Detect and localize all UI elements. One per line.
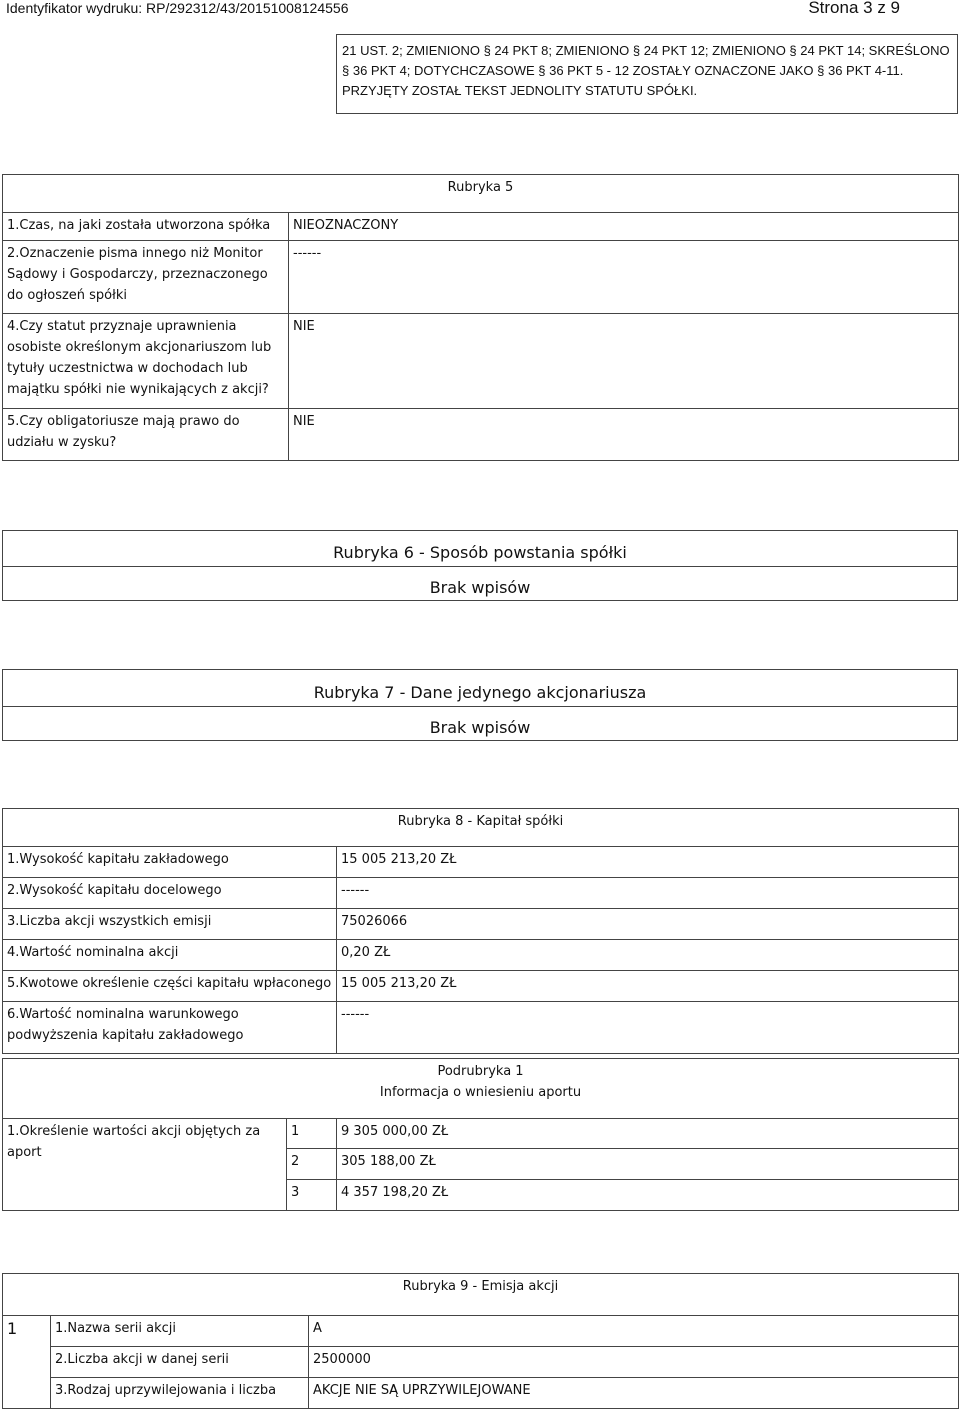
field-label: 1.Czas, na jaki została utworzona spółka bbox=[3, 213, 289, 241]
field-value: AKCJE NIE SĄ UPRZYWILEJOWANE bbox=[309, 1378, 959, 1409]
print-identifier: Identyfikator wydruku: RP/292312/43/20151008124556 bbox=[6, 0, 349, 16]
field-label: 3.Rodzaj uprzywilejowania i liczba bbox=[51, 1378, 309, 1409]
field-value: 75026066 bbox=[337, 909, 959, 940]
section-5-table bbox=[2, 174, 959, 461]
section-7-title: Rubryka 7 - Dane jedynego akcjonariusza bbox=[2, 669, 958, 707]
field-value: 15 005 213,20 ZŁ bbox=[337, 971, 959, 1002]
field-label: 5.Czy obligatoriusze mają prawo do udziału w zysku? bbox=[3, 409, 289, 461]
field-label: 2.Wysokość kapitału docelowego bbox=[3, 878, 337, 909]
field-label: 2.Liczba akcji w danej serii bbox=[51, 1347, 309, 1378]
field-label: 3.Liczba akcji wszystkich emisji bbox=[3, 909, 337, 940]
previous-section-text: 21 UST. 2; ZMIENIONO § 24 PKT 8; ZMIENIONO § 24 PKT 12; ZMIENIONO § 24 PKT 14; SKREŚLONO § 36 PKT 4; DOTYCHCZASOWE § 36 PKT 5 - 12 ZOSTAŁY OZNACZONE JAKO § 36 PKT 4-11. PRZYJĘTY ZOSTAŁ TEKST JEDNOLITY STATUTU SPÓŁKI. bbox=[336, 34, 958, 114]
section-6-title: Rubryka 6 - Sposób powstania spółki bbox=[2, 530, 958, 567]
section-8-table bbox=[2, 808, 959, 1054]
entry-number: 1 bbox=[3, 1316, 51, 1409]
subsection-1-table bbox=[2, 1058, 959, 1211]
item-value: 9 305 000,00 ZŁ bbox=[337, 1119, 959, 1149]
field-label: 1.Wysokość kapitału zakładowego bbox=[3, 847, 337, 878]
field-value: NIEOZNACZONY bbox=[289, 213, 959, 241]
section-9-title: Rubryka 9 - Emisja akcji bbox=[3, 1274, 959, 1316]
field-value: NIE bbox=[289, 409, 959, 461]
field-label: 1.Nazwa serii akcji bbox=[51, 1316, 309, 1347]
subsection-1-subheading: Informacja o wniesieniu aportu bbox=[379, 1085, 582, 1100]
item-value: 305 188,00 ZŁ bbox=[337, 1149, 959, 1180]
field-value: ------ bbox=[337, 878, 959, 909]
subsection-1-title bbox=[3, 1059, 959, 1119]
field-label: 2.Oznaczenie pisma innego niż Monitor Sądowy i Gospodarczy, przeznaczonego do ogłoszeń spółki bbox=[3, 241, 289, 314]
item-value: 4 357 198,20 ZŁ bbox=[337, 1180, 959, 1211]
item-number: 1 bbox=[287, 1119, 337, 1149]
section-6-empty: Brak wpisów bbox=[2, 566, 958, 601]
item-number: 3 bbox=[287, 1180, 337, 1211]
field-value: A bbox=[309, 1316, 959, 1347]
subsection-1-heading: Podrubryka 1 bbox=[437, 1064, 524, 1079]
item-number: 2 bbox=[287, 1149, 337, 1180]
field-label: 1.Określenie wartości akcji objętych za aport bbox=[3, 1119, 287, 1211]
field-label: 4.Czy statut przyznaje uprawnienia osobiste określonym akcjonariuszom lub tytuły uczestnictwa w dochodach lub majątku spółki nie wynikających z akcji? bbox=[3, 314, 289, 409]
field-value: NIE bbox=[289, 314, 959, 409]
field-value: 15 005 213,20 ZŁ bbox=[337, 847, 959, 878]
field-label: 5.Kwotowe określenie części kapitału wpłaconego bbox=[3, 971, 337, 1002]
section-8-title: Rubryka 8 - Kapitał spółki bbox=[3, 809, 959, 847]
field-label: 6.Wartość nominalna warunkowego podwyższenia kapitału zakładowego bbox=[3, 1002, 337, 1054]
section-7-empty: Brak wpisów bbox=[2, 706, 958, 741]
section-5-title: Rubryka 5 bbox=[3, 175, 959, 213]
field-value: ------ bbox=[289, 241, 959, 314]
field-value: 0,20 ZŁ bbox=[337, 940, 959, 971]
page-number: Strona 3 z 9 bbox=[808, 0, 900, 17]
section-9-table bbox=[2, 1273, 959, 1409]
field-label: 4.Wartość nominalna akcji bbox=[3, 940, 337, 971]
field-value: ------ bbox=[337, 1002, 959, 1054]
field-value: 2500000 bbox=[309, 1347, 959, 1378]
